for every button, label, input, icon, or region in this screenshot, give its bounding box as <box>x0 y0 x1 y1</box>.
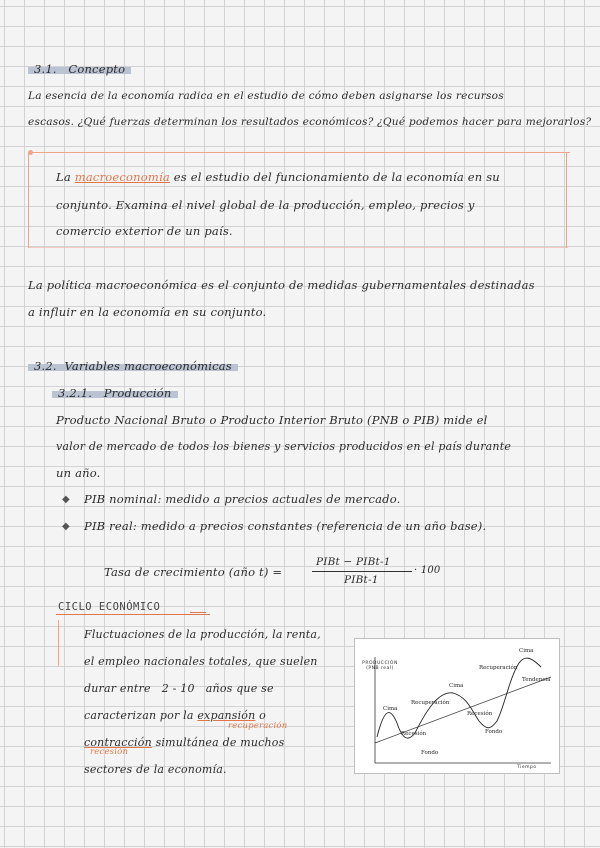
business-cycle-chart <box>354 638 560 774</box>
ciclo-line-1: Fluctuaciones de la producción, la renta, <box>84 628 321 641</box>
ciclo-heading: CICLO ECONÓMICO <box>56 600 210 615</box>
note-expansion: recuperación <box>228 721 288 731</box>
annotation-cima-3: Cima <box>519 648 534 654</box>
definition-post: es el estudio del funcionamiento de la economía en su <box>173 170 500 184</box>
definition-term: macroeconomía <box>74 170 170 184</box>
chart-xlabel: Tiempo <box>517 765 537 770</box>
formula-fraction-bar <box>312 571 412 572</box>
bullet-1: PIB nominal: medido a precios actuales de mercado. <box>84 492 401 506</box>
formula-numerator: PIBt − PIBt-1 <box>316 556 391 568</box>
chart-ylabel: PRODUCCIÓN (PNB real) <box>362 661 398 671</box>
ciclo-contraccion-word: contracción <box>84 736 152 749</box>
bullet-2: PIB real: medido a precios constantes (referencia de un año base). <box>84 519 487 533</box>
section-number: 3.2.1. <box>58 386 93 400</box>
ciclo-line-3b: 2 - 10 <box>161 682 195 695</box>
intro-line-1: La esencia de la economía radica en el estudio de cómo deben asignarse los recursos <box>28 90 504 102</box>
intro-line-2: escasos. ¿Qué fuerzas determinan los resultados económicos? ¿Qué podemos hacer para mejorarlos? <box>28 116 592 128</box>
annotation-recesion-2: Recesión <box>467 711 493 717</box>
box-bottom-border <box>28 247 568 248</box>
annotation-recesion-1: Recesión <box>401 731 427 737</box>
box-top-border <box>28 152 570 153</box>
definition-line-1 <box>56 170 500 184</box>
formula-label: Tasa de crecimiento (año t) = <box>104 565 283 579</box>
definition-line-2: conjunto. Examina el nivel global de la producción, empleo, precios y <box>56 198 475 212</box>
section-heading-3-1 <box>28 62 131 76</box>
ciclo-line-4a: caracterizan por la <box>84 709 194 722</box>
produccion-line-1: Producto Nacional Bruto o Producto Interior Bruto (PNB o PIB) mide el <box>56 413 488 427</box>
annotation-fondo-1: Fondo <box>421 750 439 756</box>
ciclo-line-6: sectores de la economía. <box>84 763 227 776</box>
policy-line-2: a influir en la economía en su conjunto. <box>28 305 267 319</box>
ciclo-line-3a: durar entre <box>84 682 151 695</box>
annotation-fondo-2: Fondo <box>485 729 503 735</box>
ciclo-heading-underline <box>190 612 206 613</box>
ciclo-line-4c: o <box>259 709 266 722</box>
annotation-cima-1: Cima <box>383 706 398 712</box>
definition-pre: La <box>56 170 71 184</box>
ciclo-margin-line <box>58 620 59 666</box>
formula-multiplier: · 100 <box>414 565 441 576</box>
section-title: Concepto <box>68 62 126 76</box>
section-heading-3-2-1 <box>52 386 178 400</box>
ciclo-line-2: el empleo nacionales totales, que suelen <box>84 655 318 668</box>
bullet-icon: ◆ <box>62 494 70 505</box>
box-left-border <box>28 152 29 248</box>
ciclo-expansion-word: expansión <box>197 709 256 722</box>
box-right-border <box>566 152 567 248</box>
bullet-icon: ◆ <box>62 521 70 532</box>
formula-denominator: PIBt-1 <box>344 574 379 586</box>
annotation-tendencia: Tendencia <box>522 677 551 683</box>
ciclo-line-3 <box>84 682 274 695</box>
section-title: Variables macroeconómicas <box>64 359 232 373</box>
definition-line-3: comercio exterior de un país. <box>56 224 233 238</box>
section-number: 3.2. <box>34 359 57 373</box>
produccion-line-3: un año. <box>56 466 101 480</box>
policy-line-1: La política macroeconómica es el conjunto de medidas gubernamentales destinadas <box>28 278 535 292</box>
annotation-recuperacion-2: Recuperación <box>479 665 518 671</box>
produccion-line-2: valor de mercado de todos los bienes y servicios producidos en el país durante <box>56 440 512 453</box>
ciclo-line-3c: años que se <box>205 682 274 695</box>
note-contraccion: recesión <box>90 747 129 757</box>
section-heading-3-2 <box>28 359 238 373</box>
annotation-recuperacion-1: Recuperación <box>411 700 450 706</box>
ciclo-line-5b: simultánea de muchos <box>155 736 285 749</box>
section-number: 3.1. <box>34 62 57 76</box>
annotation-cima-2: Cima <box>449 683 464 689</box>
section-title: Producción <box>103 386 172 400</box>
